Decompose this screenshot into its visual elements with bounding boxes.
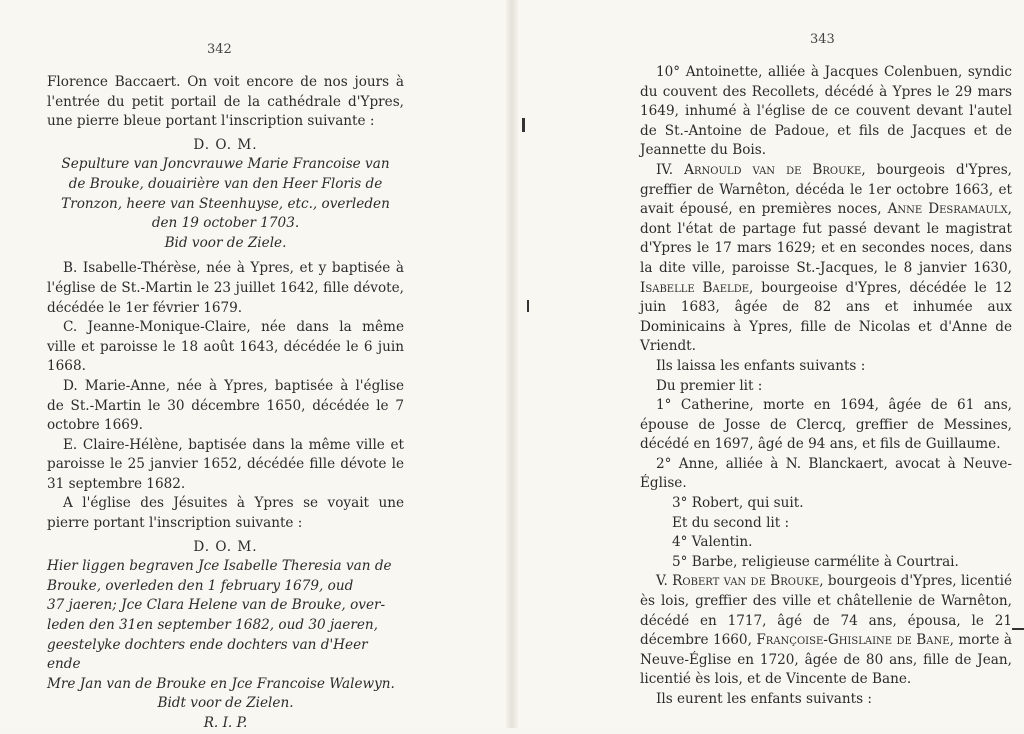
paragraph-florence: Florence Baccaert. On voit encore de nos jours à l'entrée du petit portail de la cathédrale d'Ypres, une pierre bleue portant l'inscription suivante :	[47, 74, 404, 130]
epitaph-1-line: Bid voor de Ziele.	[164, 234, 287, 251]
paragraph-claire-helene: E. Claire-Hélène, baptisée dans la même ville et paroisse le 25 janvier 1652, décédée fille dévote le 31 septembre 1682.	[47, 436, 404, 492]
child-robert: 3° Robert, qui suit.	[672, 495, 804, 512]
person-anne-desramaulx: Anne Desramaulx	[887, 201, 1008, 218]
child-catherine: 1° Catherine, morte en 1694, âgée de 61 ans, épouse de Josse de Clercq, greffier de Messines, décédé en 1697, âgé de 94 ans, et fils de Guillaume.	[640, 397, 1012, 453]
epitaph-2-line: geestelyke dochters ende dochters van d'Heer ende	[47, 636, 368, 673]
child-barbe: 5° Barbe, religieuse carmélite à Courtrai.	[672, 553, 959, 570]
person-robert: Robert van de Brouke	[672, 573, 820, 590]
dom-heading-2: D. O. M.	[193, 538, 258, 555]
paragraph-marie-anne: D. Marie-Anne, née à Ypres, baptisée à l'église de St.-Martin le 30 décembre 1650, décédée le 7 octobre 1669.	[47, 377, 404, 434]
scan-speck	[522, 118, 525, 132]
paragraph-jeanne-monique: C. Jeanne-Monique-Claire, née dans la même ville et paroisse le 18 août 1643, décédée le 6 juin 1668.	[47, 319, 404, 375]
paragraph-antoinette: 10° Antoinette, alliée à Jacques Colenbuen, syndic du couvent des Recollets, décédé à Ypres le 29 mars 1649, inhumé à l'église de ce couvent devant l'autel de St.-Antoine de Padoue, et fils de Jacques et de Jeannette du Bois.	[640, 64, 1012, 159]
epitaph-2-line: Hier liggen begraven Jce Isabelle Theresia van de	[47, 558, 392, 575]
epitaph-2-line: Mre Jan van de Brouke en Jce Francoise Walewyn.	[47, 675, 395, 692]
page-number-right: 343	[810, 32, 835, 47]
epitaph-1-line: de Brouke, douairière van den Heer Floris de	[68, 175, 383, 192]
paragraph-robert-text: , bourgeois d'Ypres, licentié ès lois, greffier des ville et châtellenie de Warnêton, décédé en 1717, âgé de 74 ans, épousa, le 21 décembre 1660,	[640, 573, 1012, 649]
epitaph-2-line: leden den 31en september 1682, oud 30 jaeren,	[47, 617, 378, 634]
person-isabelle-baelde: Isabelle Baelde	[640, 279, 750, 296]
second-lit: Et du second lit :	[672, 514, 790, 531]
paragraph-robert	[640, 572, 1012, 690]
enfants-heading-1: Ils laissa les enfants suivants :	[656, 357, 866, 374]
page-number-left: 342	[207, 42, 232, 57]
paragraph-jesuites: A l'église des Jésuites à Ypres se voyait une pierre portant l'inscription suivante :	[47, 495, 404, 532]
section-prefix-iv: IV.	[656, 161, 674, 178]
epitaph-2-line: Brouke, overleden den 1 february 1679, oud	[47, 577, 354, 594]
child-anne: 2° Anne, alliée à N. Blanckaert, avocat à Neuve-Église.	[640, 455, 1012, 492]
right-page-text	[640, 63, 1012, 710]
epitaph-1-line: Tronzon, heere van Steenhuyse, etc., overleden	[61, 195, 390, 212]
epitaph-2	[47, 557, 404, 733]
paragraph-isabelle-therese: B. Isabelle-Thérèse, née à Ypres, et y baptisée à l'église de St.-Martin le 23 juillet 1642, fille dévote, décédée le 1er février 1679.	[47, 260, 404, 316]
person-francoise-ghislaine: Françoise-Ghislaine de Bane	[756, 632, 950, 649]
paragraph-arnould-text: , bourgeois d'Ypres, greffier de Warnêton, décéda le 1er octobre 1663, et avait épousé, en premières noces,	[640, 161, 1012, 218]
section-prefix-v: V.	[656, 573, 668, 590]
dom-heading-1: D. O. M.	[193, 136, 258, 153]
person-arnould: Arnould van de Brouke	[684, 161, 862, 178]
child-valentin: 4° Valentin.	[672, 534, 753, 551]
scan-speck	[527, 300, 529, 312]
enfants-heading-2: Ils eurent les enfants suivants :	[656, 691, 872, 707]
epitaph-1-line: Sepulture van Joncvrauwe Marie Francoise van	[61, 156, 390, 173]
paragraph-arnould	[640, 161, 1012, 357]
book-gutter	[506, 0, 518, 728]
epitaph-2-line: 37 jaeren; Jce Clara Helene van de Brouke, over-	[47, 597, 386, 614]
paragraph-arnould-text: , bourgeoise d'Ypres, décédée le 12 juin 1683, âgée de 82 ans et inhumée aux Dominicains à Ypres, fille de Nicolas et d'Anne de Vriendt.	[640, 279, 1012, 355]
epitaph-1	[47, 155, 404, 253]
epitaph-2-line: R. I. P.	[203, 715, 248, 731]
epitaph-1-line: den 19 october 1703.	[151, 215, 300, 232]
left-page-text	[47, 73, 404, 734]
paragraph-arnould-text: , dont l'état de partage fut passé devant le magistrat d'Ypres le 17 mars 1629; et en secondes noces, dans la dite ville, paroisse St.-Jacques, le 8 janvier 1630,	[640, 201, 1012, 276]
premier-lit: Du premier lit :	[656, 377, 763, 394]
paragraph-robert-text: , morte à Neuve-Église en 1720, âgée de 80 ans, fille de Jean, licentié ès lois, et de Vincente de Bane.	[640, 632, 1012, 688]
epitaph-2-line: Bidt voor de Zielen.	[157, 695, 294, 712]
scan-speck	[1012, 628, 1024, 630]
